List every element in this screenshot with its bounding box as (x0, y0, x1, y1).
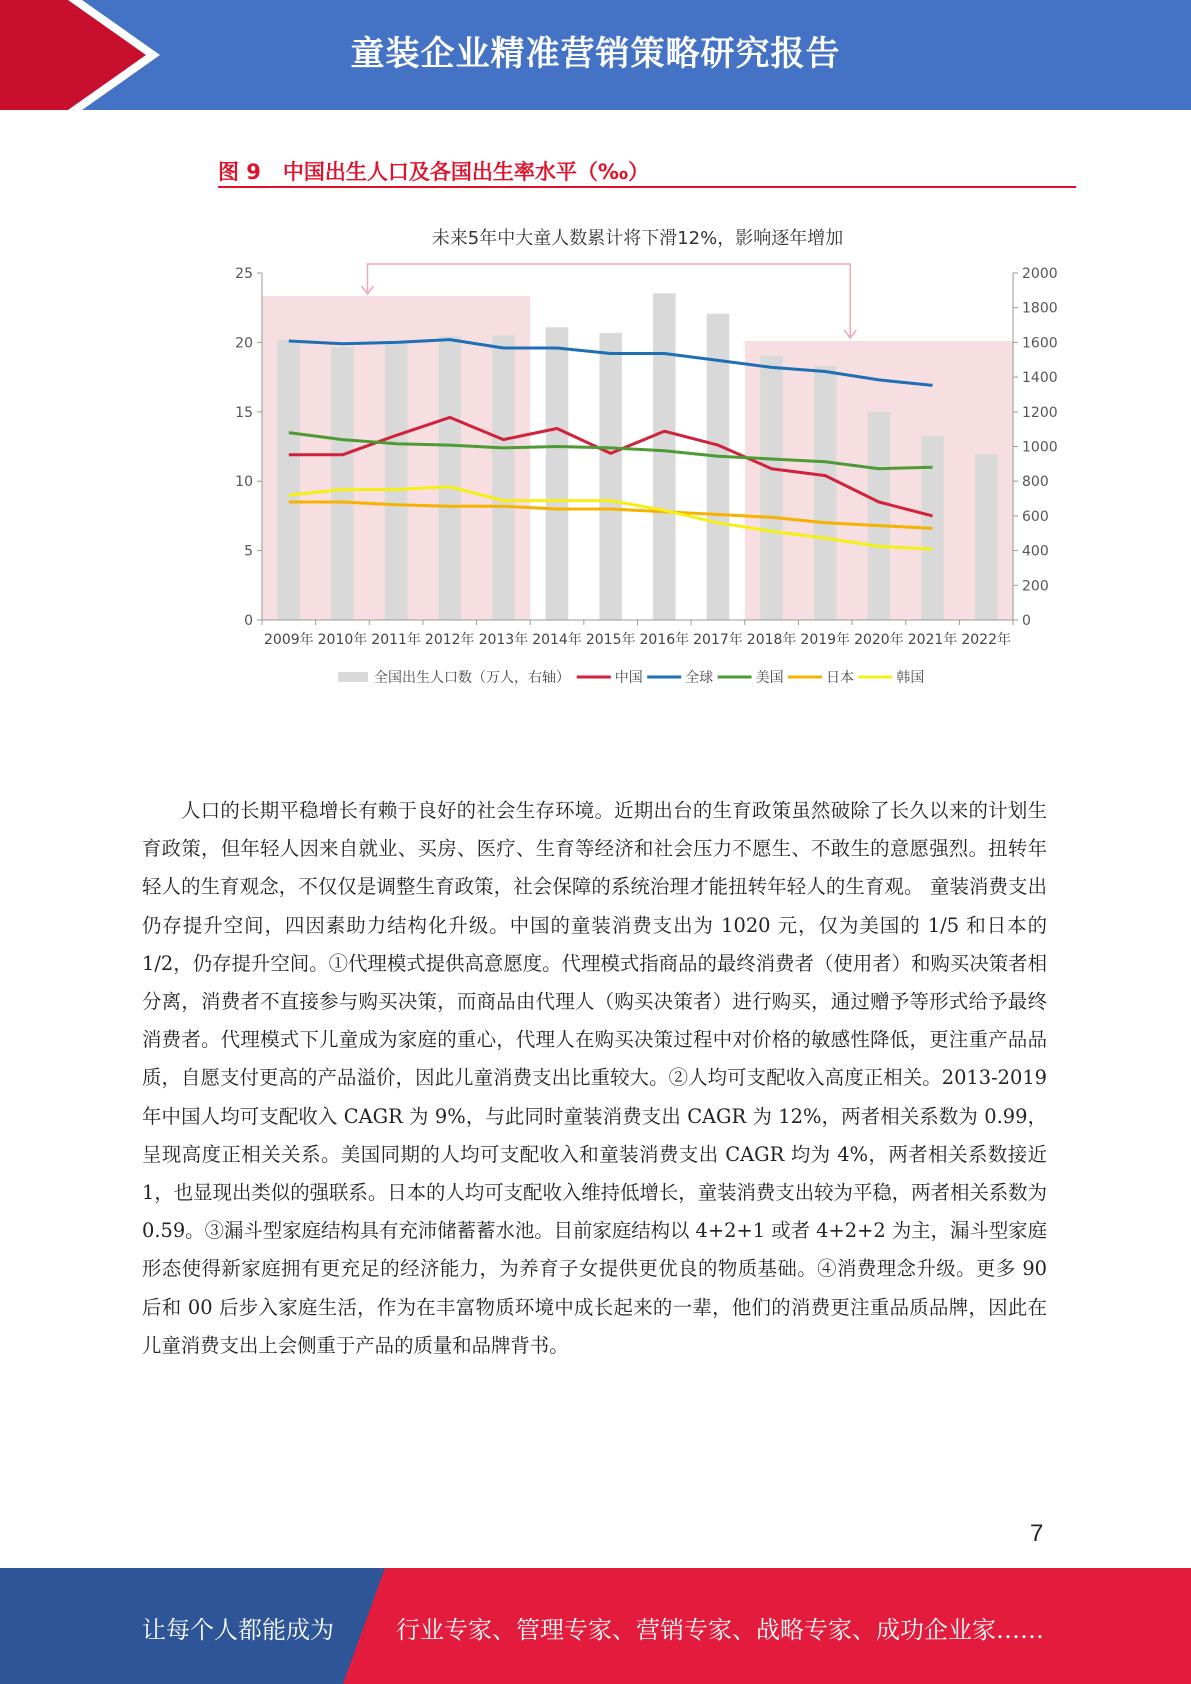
right-tick-label: 1000 (1022, 439, 1058, 456)
bar-birth-population (868, 412, 891, 620)
left-tick-label: 20 (235, 335, 253, 352)
x-tick-label: 2022年 (961, 632, 1011, 648)
right-tick-label: 1400 (1022, 370, 1058, 387)
page-header (0, 0, 1191, 110)
left-tick-label: 0 (244, 613, 253, 629)
caption-rule (218, 186, 1076, 188)
left-tick-label: 5 (244, 543, 253, 560)
left-tick-label: 15 (235, 404, 253, 421)
right-tick-label: 600 (1022, 508, 1049, 525)
right-tick-label: 200 (1022, 578, 1049, 595)
footer-slogan-left: 让每个人都能成为 (142, 1616, 334, 1644)
legend-label: 韩国 (896, 670, 925, 686)
x-tick-label: 2020年 (854, 632, 904, 648)
legend-label: 全球 (685, 670, 714, 686)
x-tick-label: 2018年 (746, 632, 797, 648)
x-tick-label: 2016年 (639, 632, 690, 648)
right-tick-label: 0 (1022, 613, 1031, 629)
legend-label: 日本 (826, 670, 854, 686)
right-tick-label: 1200 (1022, 404, 1058, 421)
chart-title: 未来5年中大童人数累计将下滑12%，影响逐年增加 (431, 228, 844, 249)
right-tick-label: 2000 (1022, 266, 1058, 282)
bar-birth-population (760, 356, 783, 620)
x-tick-label: 2017年 (693, 632, 743, 648)
body-paragraph: 人口的长期平稳增长有赖于良好的社会生存环境。近期出台的生育政策虽然破除了长久以来的计划生育政策，但年轻人因来自就业、买房、医疗、生育等经济和社会压力不愿生、不敢生的意愿强烈。扭转年轻人的生育观念，不仅仅是调整生育政策，社会保障的系统治理才能扭转年轻人的生育观。 童装消费支出仍存提升空间，四因素助力结构化升级。中国的童装消费支出为 1020 元，仅为美国的 1/5 和日本的 1/2，仍存提升空间。①代理模式提供高意愿度。代理模式指商品的最终消费者（使用者）和购买决策者相分离，消费者不直接参与购买决策，而商品由代理人（购买决策者）进行购买，通过赠予等形式给予最终消费者。代理模式下儿童成为家庭的重心，代理人在购买决策过程中对价格的敏感性降低，更注重产品品质，自愿支付更高的产品溢价，因此儿童消费支出比重较大。②人均可支配收入高度正相关。2013-2019 年中国人均可支配收入 CAGR 为 9%，与此同时童装消费支出 CAGR 为 12%，两者相关系数为 0.99，呈现高度正相关关系。美国同期的人均可支配收入和童装消费支出 CAGR 均为 4%，两者相关系数接近 1，也显现出类似的强联系。日本的人均可支配收入维持低增长，童装消费支出较为平稳，两者相关系数为 0.59。③漏斗型家庭结构具有充沛储蓄蓄水池。目前家庭结构以 4+2+1 或者 4+2+2 为主，漏斗型家庭形态使得新家庭拥有更充足的经济能力，为养育子女提供更优良的物质基础。④消费理念升级。更多 90 后和 00 后步入家庭生活，作为在丰富物质环境中成长起来的一辈，他们的消费更注重品质品牌，因此在儿童消费支出上会侧重于产品的质量和品牌背书。 (142, 799, 1047, 1357)
right-tick-label: 1600 (1022, 335, 1058, 352)
right-tick-label: 1800 (1022, 300, 1058, 317)
report-title: 童装企业精准营销策略研究报告 (350, 34, 841, 74)
figure-caption: 图 9 中国出生人口及各国出生率水平（‰） (218, 160, 650, 184)
bar-birth-population (278, 340, 301, 620)
legend-label: 美国 (755, 670, 784, 686)
x-tick-label: 2012年 (424, 632, 475, 648)
x-tick-label: 2011年 (371, 632, 421, 648)
footer-slogan-right: 行业专家、管理专家、营销专家、战略专家、成功企业家…… (396, 1616, 1044, 1644)
bar-birth-population (599, 333, 622, 620)
legend-swatch (338, 672, 368, 682)
bar-birth-population (546, 327, 569, 620)
bar-birth-population (492, 335, 515, 620)
x-tick-label: 2014年 (532, 632, 582, 648)
bar-birth-population (438, 336, 461, 620)
x-tick-label: 2019年 (800, 632, 851, 648)
bar-birth-population (814, 366, 837, 620)
bar-birth-population (653, 293, 676, 620)
birth-rate-chart (210, 210, 1090, 710)
x-tick-label: 2021年 (907, 632, 958, 648)
bar-birth-population (385, 342, 408, 620)
legend-label: 中国 (614, 670, 643, 686)
right-tick-label: 400 (1022, 543, 1049, 560)
legend-label: 全国出生人口数（万人，右轴） (374, 670, 570, 686)
right-tick-label: 800 (1022, 474, 1049, 491)
x-tick-label: 2010年 (317, 632, 368, 648)
x-tick-label: 2013年 (478, 632, 529, 648)
x-tick-label: 2009年 (264, 632, 314, 648)
page-footer (0, 1568, 1191, 1684)
x-tick-label: 2015年 (585, 632, 636, 648)
page-number: 7 (1030, 1520, 1044, 1547)
left-tick-label: 25 (235, 266, 253, 282)
bar-birth-population (975, 454, 998, 620)
bar-birth-population (331, 347, 354, 620)
left-tick-label: 10 (235, 474, 253, 491)
